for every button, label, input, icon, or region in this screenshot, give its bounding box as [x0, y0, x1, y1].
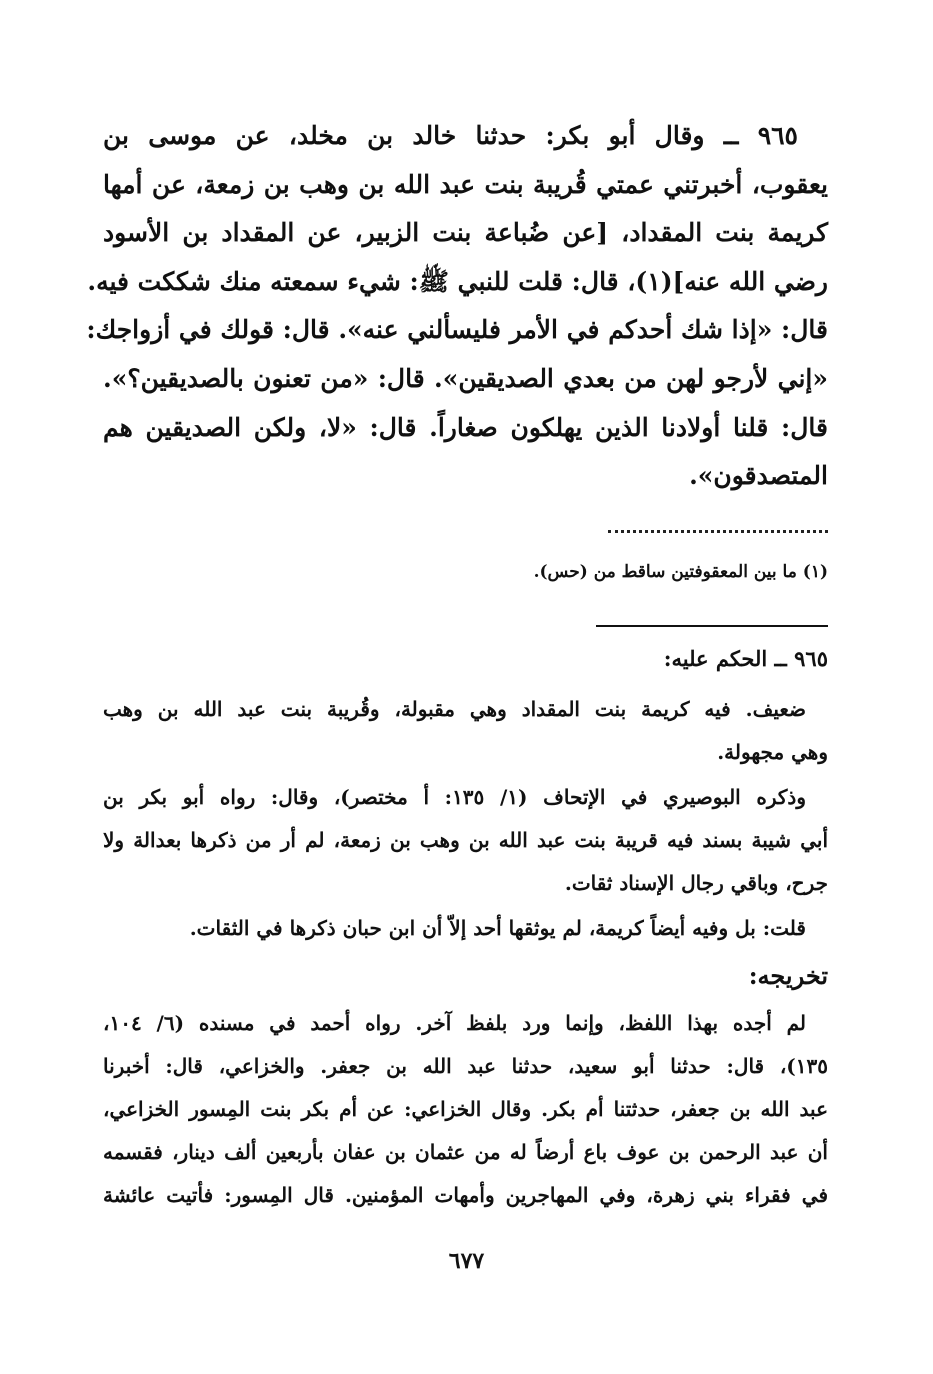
hadith-line: قال: قلنا أولادنا الذين يهلكون صغاراً. قال: «لا، ولكن الصديقين هم	[103, 412, 828, 442]
footnote: (١) ما بين المعقوفتين ساقط من (حس).	[533, 562, 828, 582]
ruling-line: وهي مجهولة.	[717, 740, 828, 764]
hadith-line: المتصدقون».	[689, 461, 828, 491]
takhrij-line: لم أجده بهذا اللفظ، وإنما ورد بلفظ آخر. رواه أحمد في مسنده (٦/ ١٠٤،	[103, 1011, 806, 1035]
takhrij-line: ١٣٥)، قال: حدثنا أبو سعيد، حدثنا عبد الله بن جعفر. والخزاعي، قال: أخبرنا	[103, 1054, 828, 1078]
hadith-line: قال: «إذا شك أحدكم في الأمر فليسألني عنه». قال: قولك في أزواجك:	[86, 315, 828, 345]
ruling-line: أبي شيبة بسند فيه قريبة بنت عبد الله بن وهب بن زمعة، لم أر من ذكرها بعدالة ولا	[103, 828, 828, 852]
hadith-text	[86, 112, 828, 501]
takhrij-line: أن عبد الرحمن بن عوف باع أرضاً له من عثمان بن عفان بأربعين ألف دينار، فقسمه	[103, 1140, 828, 1164]
section-divider	[596, 625, 828, 627]
hadith-line: «إني لأرجو لهن من بعدي الصديقين». قال: «من تعنون بالصديقين؟».	[103, 363, 828, 393]
ruling-heading: ٩٦٥ ــ الحكم عليه:	[663, 646, 828, 671]
takhrij-line: عبد الله بن جعفر، حدثتنا أم بكر. وقال الخزاعي: عن أم بكر بنت المِسور الخزاعي،	[103, 1097, 828, 1121]
ruling-paragraph-3	[103, 907, 828, 950]
hadith-line: كريمة بنت المقداد، [عن ضُباعة بنت الزبير، عن المقداد بن الأسود	[103, 218, 828, 248]
ruling-line: جرح، وباقي رجال الإسناد ثقات.	[564, 871, 828, 895]
hadith-line: ٩٦٥ ــ وقال أبو بكر: حدثنا خالد بن مخلد، عن موسى بن	[103, 121, 798, 150]
hadith-line: يعقوب، أخبرتني عمتي قُريبة بنت عبد الله بن وهب بن زمعة، عن أمها	[103, 169, 828, 199]
takhrij-paragraph	[103, 1002, 828, 1217]
hadith-line: رضي الله عنه](١)، قال: قلت للنبي ﷺ: شيء سمعته منك شككت فيه.	[87, 266, 828, 296]
ruling-line: وذكره البوصيري في الإتحاف (١/ ١٣٥: أ مختصر)، وقال: رواه أبو بكر بن	[103, 785, 806, 809]
takhrij-line: في فقراء بني زهرة، وفي المهاجرين وأمهات المؤمنين. قال المِسور: فأتيت عائشة	[103, 1183, 828, 1207]
takhrij-heading: تخريجه:	[748, 961, 828, 990]
ruling-line: ضعيف. فيه كريمة بنت المقداد وهي مقبولة، وقُريبة بنت عبد الله بن وهب	[103, 697, 806, 721]
ruling-paragraph-2	[103, 776, 828, 905]
ruling-paragraph-1	[103, 688, 828, 774]
ruling-line: قلت: بل وفيه أيضاً كريمة، لم يوثقها أحد إلاّ أن ابن حبان ذكرها في الثقات.	[189, 916, 806, 940]
page-number: ٦٧٧	[448, 1248, 485, 1274]
footnote-separator	[608, 530, 828, 537]
